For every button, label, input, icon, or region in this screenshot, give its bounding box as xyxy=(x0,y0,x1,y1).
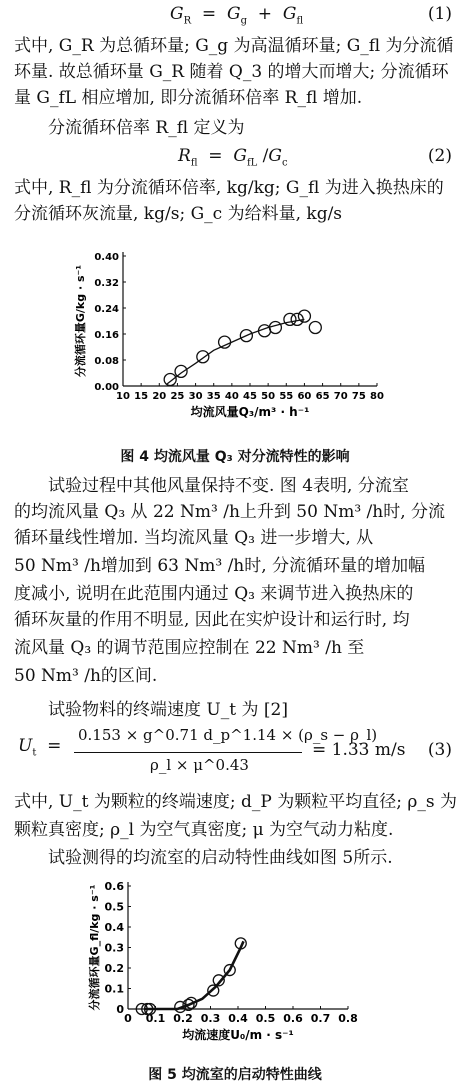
x-tick-label: 0.4 xyxy=(228,1012,248,1025)
x-tick-label: 0.8 xyxy=(338,1012,358,1025)
paragraph-line: 试验过程中其他风量保持不变. 图 4表明, 分流室 xyxy=(48,476,409,496)
x-tick-label: 65 xyxy=(315,391,330,402)
y-tick-label: 0.4 xyxy=(104,921,124,934)
x-tick-label: 80 xyxy=(370,391,384,402)
y-tick-label: 0.24 xyxy=(94,304,119,315)
data-point xyxy=(197,351,209,363)
y-tick-label: 0.3 xyxy=(104,941,124,955)
paragraph-line: 分流循环灰流量, kg/s; G_c 为给料量, kg/s xyxy=(14,204,343,224)
x-tick-label: 50 xyxy=(261,391,276,402)
paragraph-line: 循环量线性增加. 当均流风量 Q₃ 进一步增大, 从 xyxy=(14,528,374,548)
y-tick-label: 0.2 xyxy=(104,962,124,975)
y-tick-label: 0 xyxy=(116,1003,124,1016)
x-tick-label: 55 xyxy=(279,391,294,402)
x-tick-label: 60 xyxy=(297,391,312,402)
x-tick-label: 0.7 xyxy=(310,1012,331,1025)
data-point xyxy=(269,322,281,334)
x-tick-label: 35 xyxy=(206,391,221,402)
x-tick-label: 0.5 xyxy=(255,1012,276,1025)
paragraph-line: 分流循环倍率 R_fl 定义为 xyxy=(48,118,245,138)
paragraph-line: 50 Nm³ /h的区间. xyxy=(14,666,158,686)
paragraph-line: 50 Nm³ /h增加到 63 Nm³ /h时, 分流循环量的增加幅 xyxy=(14,556,426,576)
x-tick-label: 25 xyxy=(170,391,185,402)
paragraph-line: 试验物料的终端速度 U_t 为 [2] xyxy=(48,700,288,720)
y-tick-label: 0.5 xyxy=(104,900,124,914)
paragraph-line: 式中, R_fl 为分流循环倍率, kg/kg; G_fl 为进入换热床的 xyxy=(14,178,444,198)
y-tick-label: 0.40 xyxy=(94,252,119,263)
equation-2-number: (2) xyxy=(427,146,452,166)
y-axis-label: 分流循环量G_fl/kg · s⁻¹ xyxy=(88,884,101,1011)
x-tick-label: 30 xyxy=(188,391,203,402)
x-tick-label: 20 xyxy=(152,391,167,402)
data-point xyxy=(219,336,231,348)
paragraph-line: 颗粒真密度; ρ_l 为空气真密度; μ 为空气动力粘度. xyxy=(14,820,394,840)
x-tick-label: 75 xyxy=(351,391,366,402)
figure-5-caption: 图 5 均流室的启动特性曲线 xyxy=(148,1067,322,1083)
equation-3-numerator: 0.153 × g^0.71 d_p^1.14 × (ρ_s − ρ_l) xyxy=(78,726,378,744)
data-point xyxy=(175,365,187,377)
fit-curve xyxy=(167,319,305,384)
x-axis-label: 均流速度U₀/m · s⁻¹ xyxy=(182,1028,294,1042)
x-tick-label: 0.1 xyxy=(145,1012,166,1025)
data-point xyxy=(284,313,296,325)
x-axis-label: 均流风量Q₃/m³ · h⁻¹ xyxy=(190,405,310,419)
data-point xyxy=(309,322,321,334)
x-tick-label: 70 xyxy=(333,391,348,402)
paragraph-line: 流风量 Q₃ 的调节范围应控制在 22 Nm³ /h 至 xyxy=(14,638,365,658)
data-point xyxy=(298,310,310,322)
x-tick-label: 40 xyxy=(224,391,239,402)
paragraph-line: 式中, U_t 为颗粒的终端速度; d_P 为颗粒平均直径; ρ_s 为 xyxy=(14,792,457,812)
paragraph-line: 的均流风量 Q₃ 从 22 Nm³ /h上升到 50 Nm³ /h时, 分流 xyxy=(14,502,446,522)
paragraph-line: 试验测得的均流室的启动特性曲线如图 5所示. xyxy=(48,848,393,868)
paragraph-line: 式中, G_R 为总循环量; G_g 为高温循环量; G_fl 为分流循 xyxy=(14,36,454,56)
equation-1: $G_R = G_g + G_{fl}$ xyxy=(170,4,304,27)
equation-1-number: (1) xyxy=(427,4,452,24)
x-tick-label: 45 xyxy=(243,391,257,402)
figure-5-chart xyxy=(0,874,470,1054)
x-tick-label: 10 xyxy=(116,391,130,402)
x-tick-label: 15 xyxy=(134,391,149,402)
y-tick-label: 0.00 xyxy=(94,382,119,393)
y-tick-label: 0.6 xyxy=(104,880,124,893)
equation-3-rhs: = 1.33 m/s xyxy=(312,740,406,760)
y-tick-label: 0.16 xyxy=(94,330,119,341)
x-tick-label: 0 xyxy=(124,1012,132,1025)
paragraph-line: 循环灰量的作用不明显, 因此在实炉设计和运行时, 均 xyxy=(14,610,410,630)
y-tick-label: 0.08 xyxy=(94,356,119,367)
data-point xyxy=(164,374,176,386)
equation-3-lhs: $U_t$ = xyxy=(18,736,62,759)
y-tick-label: 0.32 xyxy=(94,278,119,289)
x-tick-label: 0.6 xyxy=(283,1012,303,1025)
y-axis-label: 分流循环量G/kg · s⁻¹ xyxy=(74,264,87,378)
y-tick-label: 0.1 xyxy=(104,982,124,996)
equation-3-number: (3) xyxy=(427,740,452,760)
paragraph-line: 环量. 故总循环量 G_R 随着 Q_3 的增大而增大; 分流循环 xyxy=(14,62,449,82)
equation-3-fraction-bar xyxy=(74,752,302,753)
equation-2: $R_{fl} = G_{fL}$ $/G_c$ xyxy=(178,146,288,169)
paragraph-line: 量 G_fL 相应增加, 即分流循环倍率 R_fl 增加. xyxy=(14,88,363,108)
x-tick-label: 0.2 xyxy=(173,1012,193,1025)
figure-4-chart xyxy=(0,238,470,438)
figure-4-caption: 图 4 均流风量 Q₃ 对分流特性的影响 xyxy=(120,449,350,465)
x-tick-label: 0.3 xyxy=(200,1012,221,1025)
paragraph-line: 度减小, 说明在此范围内通过 Q₃ 来调节进入换热床的 xyxy=(14,584,414,604)
equation-3-denominator: ρ_l × μ^0.43 xyxy=(150,756,249,774)
